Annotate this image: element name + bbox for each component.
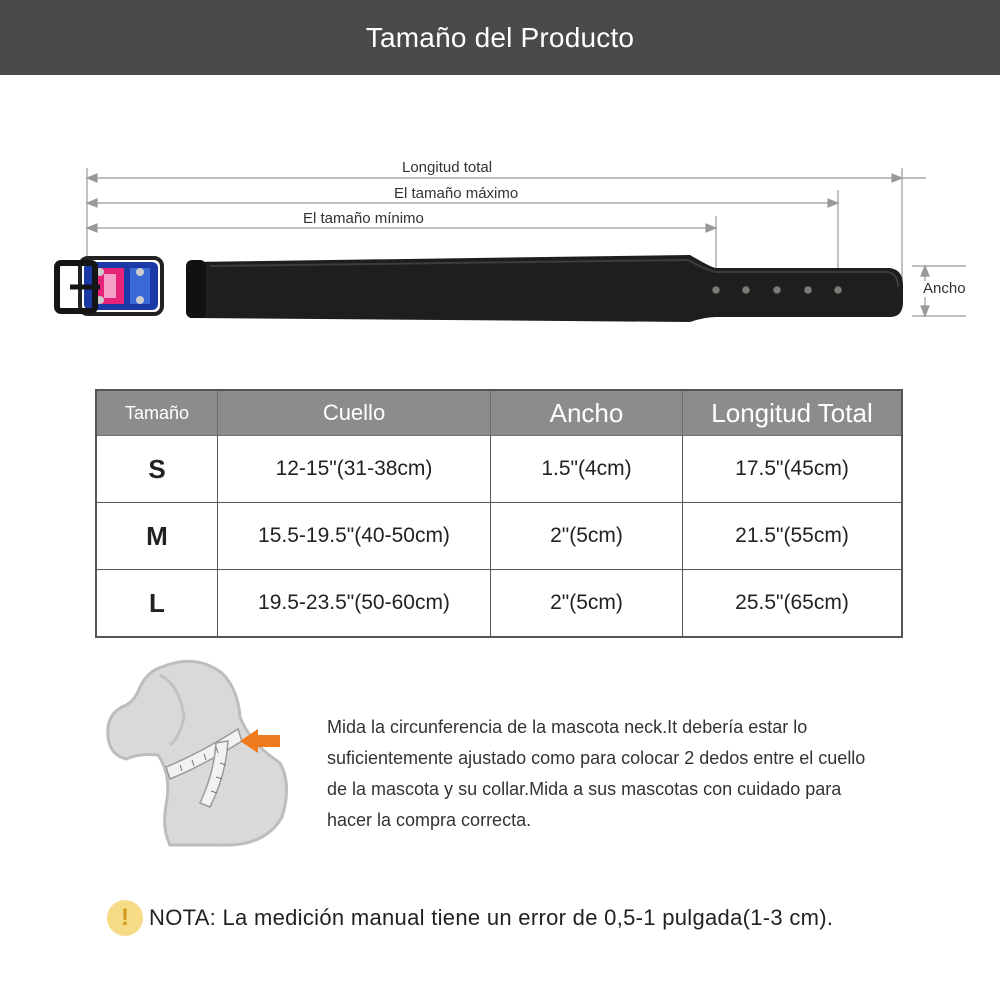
width-cell: 2"(5cm) xyxy=(491,570,683,638)
total-length-label: Longitud total xyxy=(402,159,493,176)
width-label: Ancho xyxy=(923,280,966,297)
note xyxy=(107,900,833,936)
length-cell: 21.5"(55cm) xyxy=(683,503,903,570)
neck-cell: 12-15"(31-38cm) xyxy=(218,436,491,503)
collar-illustration xyxy=(0,150,1000,340)
width-cell: 1.5"(4cm) xyxy=(491,436,683,503)
table-row xyxy=(96,436,902,503)
page-title: Tamaño del Producto xyxy=(365,21,635,53)
header-width: Ancho xyxy=(491,390,683,436)
header-neck: Cuello xyxy=(218,390,491,436)
length-cell: 25.5"(65cm) xyxy=(683,570,903,638)
neck-cell: 19.5-23.5"(50-60cm) xyxy=(218,570,491,638)
dog-measure-icon xyxy=(100,655,300,855)
table-header-row xyxy=(96,390,902,436)
measure-instructions: Mida la circunferencia de la mascota neck.It debería estar lo suficientemente ajustado como para colocar 2 dedos entre el cuello de la mascota y su collar.Mida a sus mascotas con cuidado para hacer la compra correcta. xyxy=(327,717,866,830)
size-cell: M xyxy=(96,503,218,570)
table-row xyxy=(96,570,902,638)
collar-diagram xyxy=(0,150,1000,340)
size-cell: L xyxy=(96,570,218,638)
length-cell: 17.5"(45cm) xyxy=(683,436,903,503)
min-size-label: El tamaño mínimo xyxy=(303,210,424,227)
warning-icon: ! xyxy=(107,900,143,936)
size-table xyxy=(95,389,903,638)
size-cell: S xyxy=(96,436,218,503)
neck-cell: 15.5-19.5"(40-50cm) xyxy=(218,503,491,570)
max-size-label: El tamaño máximo xyxy=(394,185,519,202)
width-cell: 2"(5cm) xyxy=(491,503,683,570)
header-bar xyxy=(0,0,1000,75)
note-text: NOTA: La medición manual tiene un error de 0,5-1 pulgada(1-3 cm). xyxy=(149,905,834,930)
table-row xyxy=(96,503,902,570)
header-size: Tamaño xyxy=(96,390,218,436)
header-total-length: Longitud Total xyxy=(683,390,903,436)
